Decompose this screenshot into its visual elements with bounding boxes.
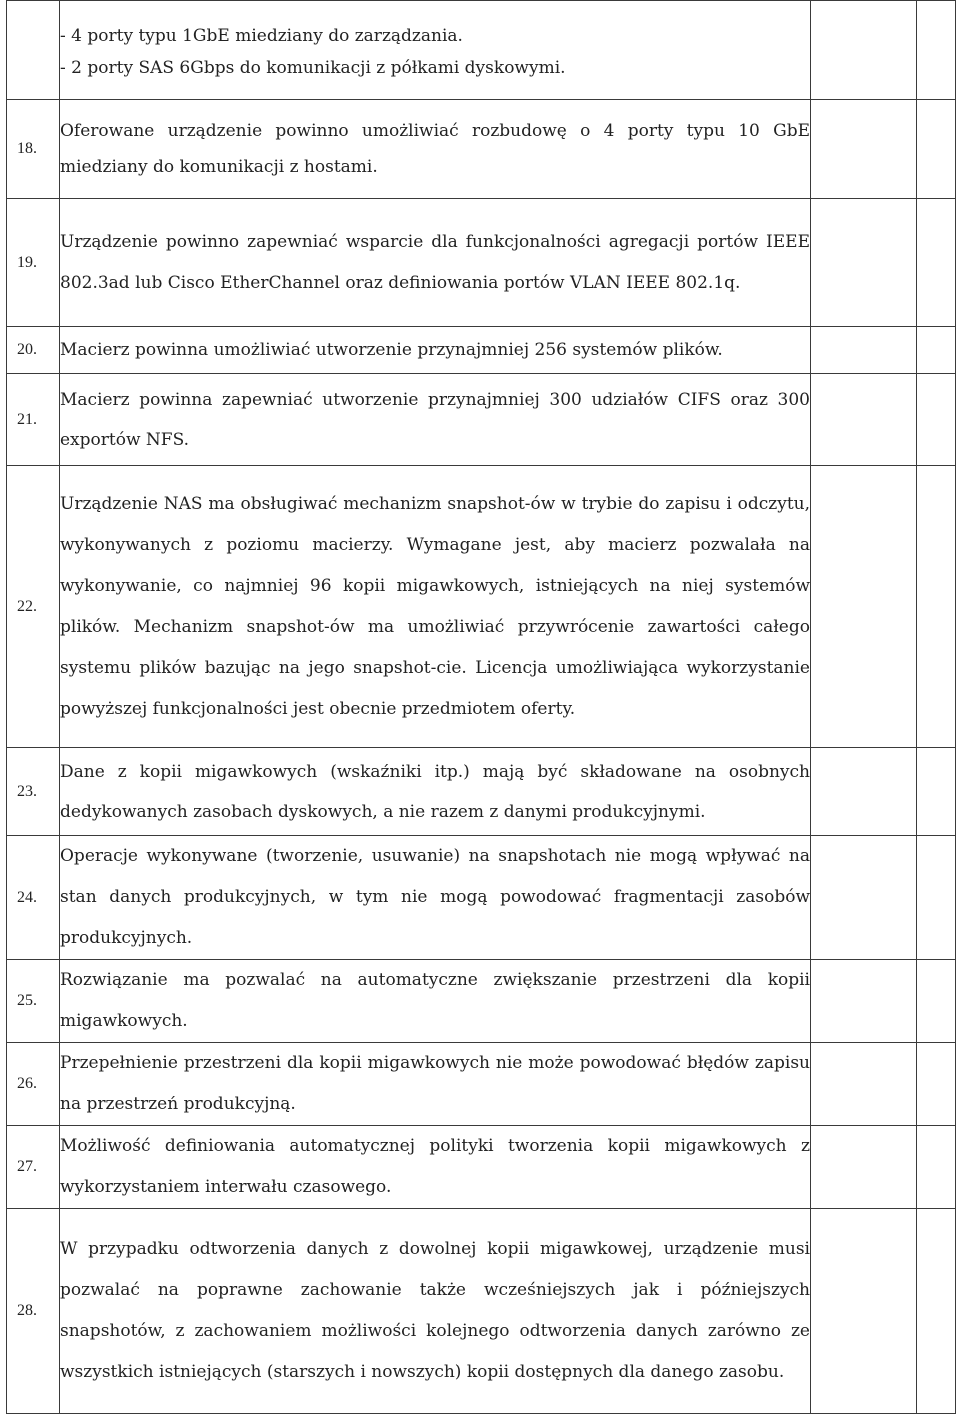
remarks-cell bbox=[917, 1209, 956, 1414]
row-number bbox=[7, 1, 60, 100]
row-number: 20. bbox=[7, 327, 60, 374]
table-row bbox=[7, 466, 956, 748]
remarks-cell bbox=[917, 1126, 956, 1209]
row-number: 25. bbox=[7, 960, 60, 1043]
compliance-cell bbox=[811, 374, 917, 466]
requirement-text: Rozwiązanie ma pozwalać na automatyczne zwiększanie przestrzeni dla kopii migawkowych. bbox=[60, 960, 811, 1043]
text-line: - 2 porty SAS 6Gbps do komunikacji z półkami dyskowymi. bbox=[60, 58, 566, 78]
row-number: 28. bbox=[7, 1209, 60, 1414]
table-row bbox=[7, 327, 956, 374]
table-row bbox=[7, 1, 956, 100]
remarks-cell bbox=[917, 100, 956, 199]
requirement-text: Przepełnienie przestrzeni dla kopii migawkowych nie może powodować błędów zapisu na przestrzeń produkcyjną. bbox=[60, 1043, 811, 1126]
row-number: 27. bbox=[7, 1126, 60, 1209]
requirement-text: Macierz powinna umożliwiać utworzenie przynajmniej 256 systemów plików. bbox=[60, 327, 811, 374]
requirement-text: Możliwość definiowania automatycznej polityki tworzenia kopii migawkowych z wykorzystaniem interwału czasowego. bbox=[60, 1126, 811, 1209]
table-row bbox=[7, 199, 956, 327]
requirement-text bbox=[60, 1, 811, 100]
row-number: 26. bbox=[7, 1043, 60, 1126]
remarks-cell bbox=[917, 374, 956, 466]
remarks-cell bbox=[917, 836, 956, 960]
row-number: 19. bbox=[7, 199, 60, 327]
compliance-cell bbox=[811, 1126, 917, 1209]
table-row bbox=[7, 100, 956, 199]
compliance-cell bbox=[811, 1, 917, 100]
compliance-cell bbox=[811, 199, 917, 327]
remarks-cell bbox=[917, 1, 956, 100]
remarks-cell bbox=[917, 466, 956, 748]
compliance-cell bbox=[811, 466, 917, 748]
row-number: 21. bbox=[7, 374, 60, 466]
compliance-cell bbox=[811, 100, 917, 199]
table-row bbox=[7, 374, 956, 466]
requirement-text: Urządzenie NAS ma obsługiwać mechanizm snapshot-ów w trybie do zapisu i odczytu, wykonywanych z poziomu macierzy. Wymagane jest, aby macierz pozwalała na wykonywanie, co najmniej 96 kopii migawkowych, istniejących na niej systemów plików. Mechanizm snapshot-ów ma umożliwiać przywrócenie zawartości całego systemu plików bazując na jego snapshot-cie. Licencja umożliwiająca wykorzystanie powyższej funkcjonalności jest obecnie przedmiotem oferty. bbox=[60, 466, 811, 748]
remarks-cell bbox=[917, 1043, 956, 1126]
compliance-cell bbox=[811, 1043, 917, 1126]
compliance-cell bbox=[811, 1209, 917, 1414]
requirement-text: W przypadku odtworzenia danych z dowolnej kopii migawkowej, urządzenie musi pozwalać na poprawne zachowanie także wcześniejszych jak i późniejszych snapshotów, z zachowaniem możliwości kolejnego odtworzenia danych zarówno ze wszystkich istniejących (starszych i nowszych) kopii dostępnych dla danego zasobu. bbox=[60, 1209, 811, 1414]
table-row bbox=[7, 960, 956, 1043]
row-number: 18. bbox=[7, 100, 60, 199]
requirement-text: Urządzenie powinno zapewniać wsparcie dla funkcjonalności agregacji portów IEEE 802.3ad lub Cisco EtherChannel oraz definiowania portów VLAN IEEE 802.1q. bbox=[60, 199, 811, 327]
table-row bbox=[7, 836, 956, 960]
remarks-cell bbox=[917, 960, 956, 1043]
remarks-cell bbox=[917, 199, 956, 327]
compliance-cell bbox=[811, 327, 917, 374]
row-number: 23. bbox=[7, 748, 60, 836]
compliance-cell bbox=[811, 836, 917, 960]
requirement-text: Oferowane urządzenie powinno umożliwiać rozbudowę o 4 porty typu 10 GbE miedziany do komunikacji z hostami. bbox=[60, 100, 811, 199]
requirement-text: Operacje wykonywane (tworzenie, usuwanie) na snapshotach nie mogą wpływać na stan danych produkcyjnych, w tym nie mogą powodować fragmentacji zasobów produkcyjnych. bbox=[60, 836, 811, 960]
table-row bbox=[7, 1126, 956, 1209]
table-row bbox=[7, 748, 956, 836]
requirement-text: Dane z kopii migawkowych (wskaźniki itp.) mają być składowane na osobnych dedykowanych zasobach dyskowych, a nie razem z danymi produkcyjnymi. bbox=[60, 748, 811, 836]
table-row bbox=[7, 1209, 956, 1414]
requirement-text: Macierz powinna zapewniać utworzenie przynajmniej 300 udziałów CIFS oraz 300 exportów NFS. bbox=[60, 374, 811, 466]
text-line: - 4 porty typu 1GbE miedziany do zarządzania. bbox=[60, 26, 463, 46]
table-row bbox=[7, 1043, 956, 1126]
compliance-cell bbox=[811, 960, 917, 1043]
row-number: 24. bbox=[7, 836, 60, 960]
requirements-table bbox=[6, 0, 956, 1414]
compliance-cell bbox=[811, 748, 917, 836]
row-number: 22. bbox=[7, 466, 60, 748]
remarks-cell bbox=[917, 748, 956, 836]
remarks-cell bbox=[917, 327, 956, 374]
